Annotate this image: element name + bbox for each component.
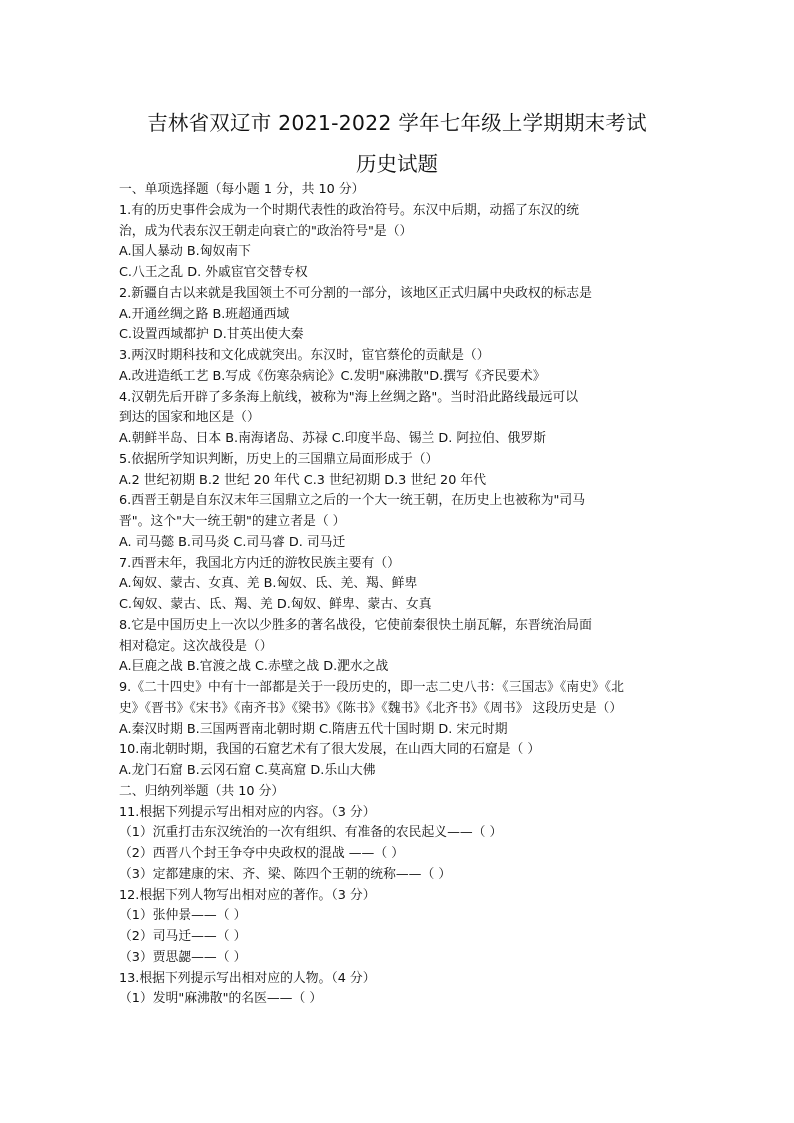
answer-options: A.改进造纸工艺 B.写成《伤寒杂病论》C.发明"麻沸散"D.撰写《齐民要术》 [119,368,546,384]
fill-blank-item: （2）司马迁——（ ） [119,929,247,944]
fill-blank-item: （1）沉重打击东汉统治的一次有组织、有准备的农民起义——（ ） [119,825,503,841]
section-heading: 一、单项选择题（每小题 1 分，共 10 分） [119,182,365,197]
question-text: 6.西晋王朝是自东汉末年三国鼎立之后的一个大一统王朝，在历史上也被称为"司马 [119,493,585,509]
question-text: 4.汉朝先后开辟了多条海上航线，被称为"海上丝绸之路"。当时沿此路线最远可以 [119,389,579,405]
fill-blank-item: （3）定都建康的宋、齐、梁、陈四个王朝的统称——（ ） [119,866,452,882]
answer-options: C.设置西域都护 D.甘英出使大秦 [119,327,304,343]
fill-blank-item: （1）张仲景——（ ） [119,908,247,924]
question-text: 2.新疆自古以来就是我国领土不可分割的一部分，该地区正式归属中央政权的标志是 [119,285,592,301]
question-text: 13.根据下列提示写出相对应的人物。（4 分） [119,970,376,986]
answer-options: A.朝鲜半岛、日本 B.南海诸岛、苏禄 C.印度半岛、锡兰 D. 阿拉伯、俄罗斯 [119,431,546,446]
question-text: 5.依据所学知识判断，历史上的三国鼎立局面形成于（） [119,451,439,467]
question-text: 晋"。这个"大一统王朝"的建立者是（ ） [119,514,346,529]
answer-options: C.八王之乱 D. 外戚宦官交替专权 [119,265,308,280]
question-text: 治，成为代表东汉王朝走向衰亡的"政治符号"是（） [119,223,413,239]
question-text: 史》《晋书》《宋书》《南齐书》《梁书》《陈书》《魏书》《北齐书》《周书》 这段历史是（） [119,700,623,716]
question-text: 11.根据下列提示写出相对应的内容。（3 分） [119,804,376,820]
question-text: 9.《二十四史》中有十一部都是关于一段历史的，即一志二史八书：《三国志》《南史》《北 [119,680,624,695]
answer-options: A.匈奴、蒙古、女真、羌 B.匈奴、氐、羌、羯、鲜卑 [119,576,418,592]
question-text: 10.南北朝时期，我国的石窟艺术有了很大发展，在山西大同的石窟是（ ） [119,742,541,758]
question-text: 3.两汉时期科技和文化成就突出。东汉时，宦官蔡伦的贡献是（） [119,348,490,363]
answer-options: A.巨鹿之战 B.官渡之战 C.赤壁之战 D.淝水之战 [119,659,389,675]
answer-options: A. 司马懿 B.司马炎 C.司马睿 D. 司马迁 [119,534,346,550]
fill-blank-item: （1）发明"麻沸散"的名医——（ ） [119,991,323,1007]
question-text: 到达的国家和地区是（） [119,410,260,426]
question-text: 8.它是中国历史上一次以少胜多的著名战役，它使前秦很快土崩瓦解，东晋统治局面 [119,617,592,633]
answer-options: A.国人暴动 B.匈奴南下 [119,244,251,260]
question-text: 相对稳定。这次战役是（） [119,638,273,654]
answer-options: A.龙门石窟 B.云冈石窟 C.莫高窟 D.乐山大佛 [119,763,376,778]
answer-options: C.匈奴、蒙古、氐、羯、羌 D.匈奴、鲜卑、蒙古、女真 [119,597,432,612]
question-text: 12.根据下列人物写出相对应的著作。（3 分） [119,887,376,903]
answer-options: A.2 世纪初期 B.2 世纪 20 年代 C.3 世纪初期 D.3 世纪 20 年代 [119,472,486,488]
exam-body [119,180,699,1010]
answer-options: A.开通丝绸之路 B.班超通西域 [119,306,290,322]
document-title: 吉林省双辽市 2021-2022 学年七年级上学期期末考试 [147,111,647,135]
section-heading: 二、归纳列举题（共 10 分） [119,783,285,799]
fill-blank-item: （3）贾思勰——（ ） [119,949,247,965]
answer-options: A.秦汉时期 B.三国两晋南北朝时期 C.隋唐五代十国时期 D. 宋元时期 [119,721,508,737]
document-subtitle: 历史试题 [356,152,438,176]
question-text: 1.有的历史事件会成为一个时期代表性的政治符号。东汉中后期，动摇了东汉的统 [119,202,580,218]
fill-blank-item: （2）西晋八个封王争夺中央政权的混战 ——（ ） [119,846,405,861]
question-text: 7.西晋末年，我国北方内迁的游牧民族主要有（） [119,555,400,571]
